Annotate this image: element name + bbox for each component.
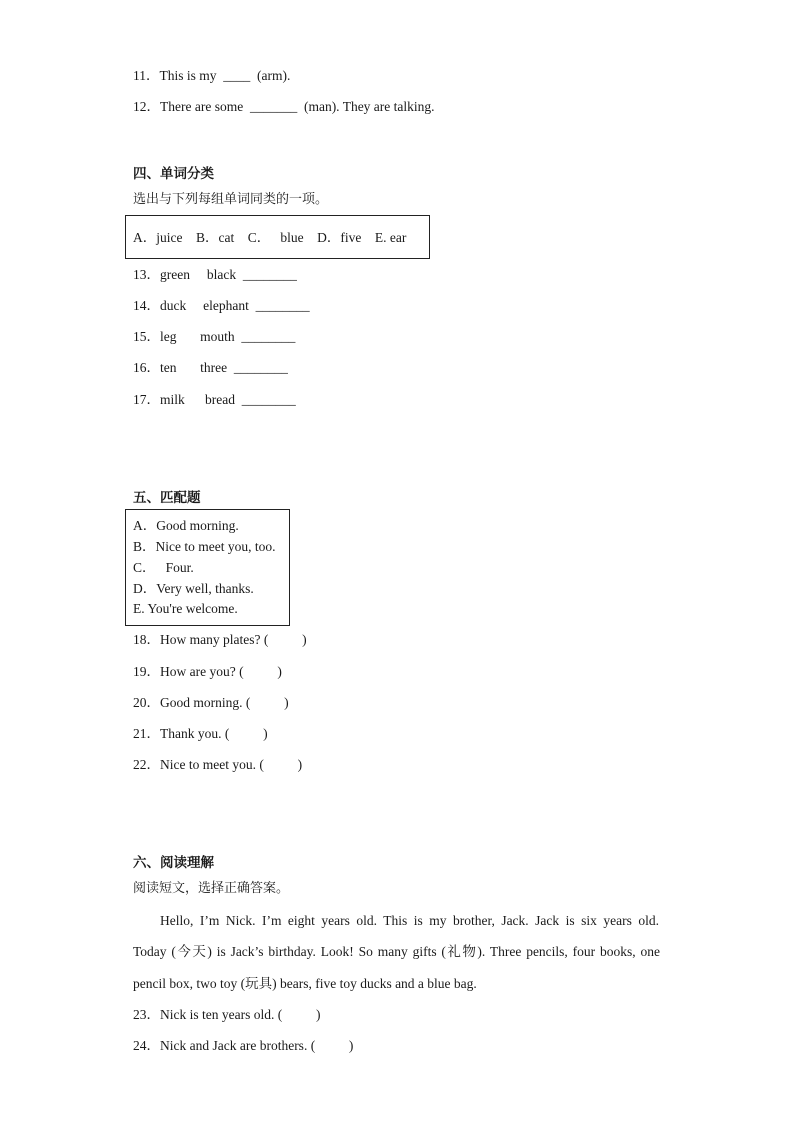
question-16: 16．ten three ________ xyxy=(133,360,288,375)
passage-line-2: Today (今天) is Jack’s birthday. Look! So many gifts (礼物). Three pencils, four books, one xyxy=(133,944,660,959)
section-4-options: A．juice B．cat C． blue D．five E. ear xyxy=(133,230,407,245)
question-22: 22．Nice to meet you. ( ) xyxy=(133,757,303,772)
question-13: 13．green black ________ xyxy=(133,267,297,282)
section-5-heading: 五、匹配题 xyxy=(133,490,201,506)
section-4-instruction: 选出与下列每组单词同类的一项。 xyxy=(133,192,329,207)
match-option-b: B．Nice to meet you, too. xyxy=(133,539,276,554)
question-11: 11．This is my ____ (arm). xyxy=(133,68,291,83)
section-6-heading: 六、阅读理解 xyxy=(133,855,214,871)
section-4-options-box xyxy=(125,215,430,259)
passage-line-3: pencil box, two toy (玩具) bears, five toy ducks and a blue bag. xyxy=(133,976,477,991)
question-23: 23．Nick is ten years old. ( ) xyxy=(133,1007,321,1022)
match-option-e: E. You're welcome. xyxy=(133,601,238,616)
question-21: 21．Thank you. ( ) xyxy=(133,726,268,741)
question-14: 14．duck elephant ________ xyxy=(133,298,310,313)
question-17: 17．milk bread ________ xyxy=(133,392,296,407)
match-option-a: A．Good morning. xyxy=(133,518,239,533)
passage-line-1: Hello, I’m Nick. I’m eight years old. This is my brother, Jack. Jack is six years old. xyxy=(160,913,659,928)
question-15: 15．leg mouth ________ xyxy=(133,329,296,344)
section-6-instruction: 阅读短文，选择正确答案。 xyxy=(133,881,290,896)
question-20: 20．Good morning. ( ) xyxy=(133,695,289,710)
question-12: 12．There are some _______ (man). They are talking. xyxy=(133,99,435,114)
match-option-c: C． Four. xyxy=(133,560,194,575)
section-5-options-box xyxy=(125,509,290,626)
question-19: 19．How are you? ( ) xyxy=(133,664,282,679)
question-18: 18．How many plates? ( ) xyxy=(133,632,307,647)
question-24: 24．Nick and Jack are brothers. ( ) xyxy=(133,1038,354,1053)
section-4-heading: 四、单词分类 xyxy=(133,166,214,182)
match-option-d: D．Very well, thanks. xyxy=(133,581,254,596)
